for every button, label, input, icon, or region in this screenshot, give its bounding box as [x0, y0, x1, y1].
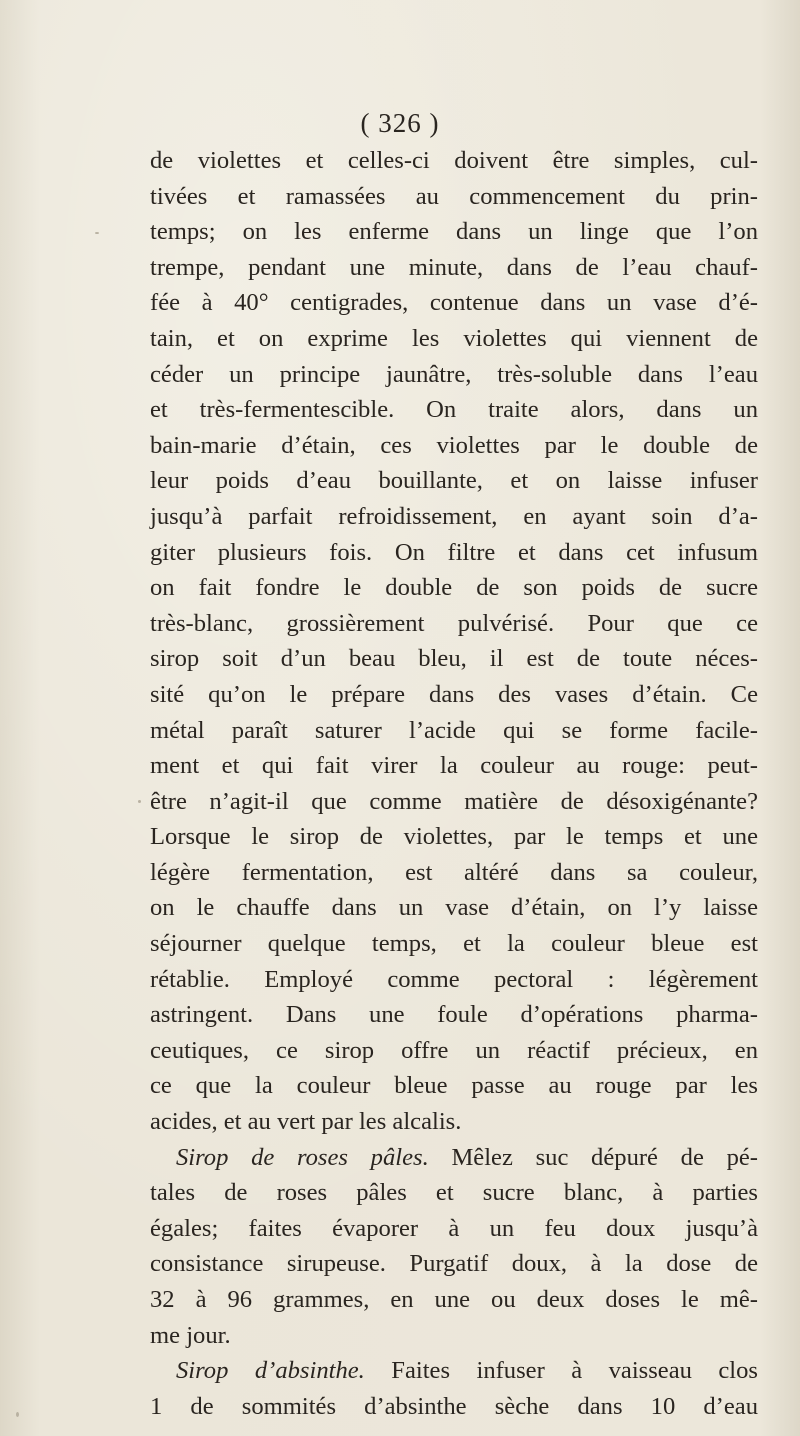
text-line: métal paraît saturer l’acide qui se forme facile-	[150, 716, 758, 744]
text-line: on le chauffe dans un vase d’étain, on l’y laisse	[150, 894, 758, 922]
section-title-roses: Sirop de roses pâles.	[176, 1143, 429, 1171]
text-line: légère fermentation, est altéré dans sa couleur,	[150, 858, 758, 886]
paper-speck	[138, 800, 141, 803]
body-text	[150, 143, 758, 1424]
text-line: sité qu’on le prépare dans des vases d’étain. Ce	[150, 680, 758, 708]
text-line: très-blanc, grossièrement pulvérisé. Pour que ce	[150, 609, 758, 637]
text-line: ce que la couleur bleue passe au rouge par les	[150, 1072, 758, 1100]
text-line: giter plusieurs fois. On filtre et dans cet infusum	[150, 538, 758, 566]
text-line: trempe, pendant une minute, dans de l’eau chauf-	[150, 253, 758, 281]
text-line: fée à 40° centigrades, contenue dans un vase d’é-	[150, 289, 758, 317]
text-line: 32 à 96 grammes, en une ou deux doses le mê-	[150, 1286, 758, 1313]
text-line-continuation: Mêlez suc dépuré de pé-	[428, 1143, 758, 1171]
text-line: tivées et ramassées au commencement du prin-	[150, 182, 758, 210]
text-line: être n’agit-il que comme matière de désoxigénante?	[150, 787, 758, 815]
text-line: astringent. Dans une foule d’opérations pharma-	[150, 1001, 758, 1029]
text-line: consistance sirupeuse. Purgatif doux, à la dose de	[150, 1250, 758, 1278]
text-line: me jour.	[150, 1321, 231, 1349]
text-line: bain-marie d’étain, ces violettes par le double de	[150, 431, 758, 459]
text-line: égales; faites évaporer à un feu doux jusqu’à	[150, 1214, 758, 1242]
text-line: ceutiques, ce sirop offre un réactif précieux, en	[150, 1036, 758, 1064]
section-heading-line	[150, 1140, 758, 1176]
text-line-continuation: Faites infuser à vaisseau clos	[364, 1357, 758, 1385]
text-line: et très-fermentescible. On traite alors, dans un	[150, 396, 758, 424]
text-line: jusqu’à parfait refroidissement, en ayant soin d’a-	[150, 502, 758, 530]
paper-speck	[95, 232, 99, 234]
text-line: rétablie. Employé comme pectoral : légèrement	[150, 965, 758, 993]
section-title-absinthe: Sirop d’absinthe.	[176, 1357, 365, 1385]
text-line: de violettes et celles-ci doivent être simples, cul-	[150, 147, 758, 174]
text-line: ment et qui fait virer la couleur au rouge: peut-	[150, 752, 758, 780]
text-line: temps; on les enferme dans un linge que l’on	[150, 218, 758, 246]
text-line: leur poids d’eau bouillante, et on laisse infuser	[150, 467, 758, 495]
text-line: tales de roses pâles et sucre blanc, à parties	[150, 1179, 758, 1207]
text-line: Lorsque le sirop de violettes, par le temps et une	[150, 823, 758, 851]
text-line: 1 de sommités d’absinthe sèche dans 10 d’eau	[150, 1392, 758, 1420]
section-heading-line	[150, 1353, 758, 1389]
text-line: tain, et on exprime les violettes qui viennent de	[150, 324, 758, 352]
text-line: sirop soit d’un beau bleu, il est de toute néces-	[150, 645, 758, 673]
paper-speck	[16, 1412, 19, 1417]
text-line: on fait fondre le double de son poids de sucre	[150, 574, 758, 602]
text-line: céder un principe jaunâtre, très-soluble dans l’eau	[150, 360, 758, 388]
page-number: ( 326 )	[360, 108, 440, 138]
text-line: séjourner quelque temps, et la couleur bleue est	[150, 930, 758, 958]
text-line: acides, et au vert par les alcalis.	[150, 1108, 462, 1136]
